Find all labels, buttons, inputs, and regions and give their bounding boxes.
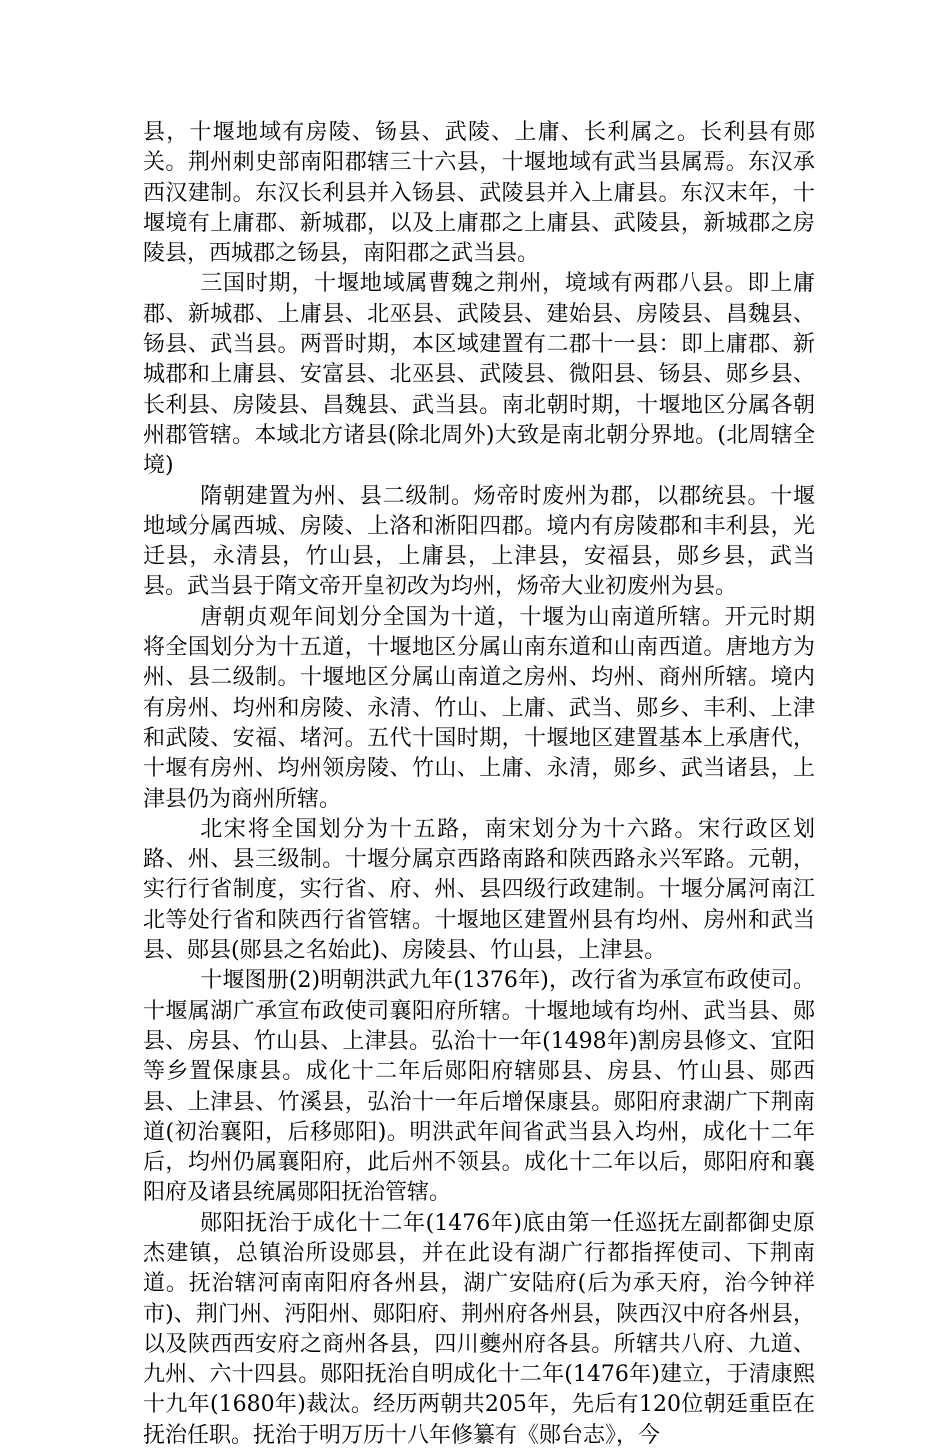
paragraph: 郧阳抚治于成化十二年(1476年)底由第一任巡抚左副都御史原杰建镇，总镇治所设郧县，并在此设有湖广行都指挥使司、下荆南道。抚治辖河南南阳府各州县，湖广安陆府(后为承天府，治今钟祥市)、荆门州、沔阳州、郧阳府、荆州府各州县，陕西汉中府各州县，以及陕西西安府之商州各县，四川夔州府各县。所辖共八府、九道、九州、六十四县。郧阳抚治自明成化十二年(1476年)建立，于清康熙十九年(1680年)裁汰。经历两朝共205年，先后有120位朝廷重臣在抚治任职。抚治于明万历十八年修纂有《郧台志》，今 xyxy=(143,1210,815,1448)
paragraph: 北宋将全国划分为十五路，南宋划分为十六路。宋行政区划路、州、县三级制。十堰分属京西路南路和陕西路永兴军路。元朝，实行行省制度，实行省、府、州、县四级行政建制。十堰分属河南江北等处行省和陕西行省管辖。十堰地区建置州县有均州、房州和武当县、郧县(郧县之名始此)、房陵县、竹山县，上津县。 xyxy=(143,816,815,964)
body-text xyxy=(143,118,815,1451)
paragraph: 隋朝建置为州、县二级制。炀帝时废州为郡，以郡统县。十堰地域分属西城、房陵、上洛和淅阳四郡。境内有房陵郡和丰利县，光迁县，永清县，竹山县，上庸县，上津县，安福县，郧乡县，武当县。武当县于隋文帝开皇初改为均州，炀帝大业初废州为县。 xyxy=(143,483,815,600)
paragraph: 十堰图册(2)明朝洪武九年(1376年)，改行省为承宣布政使司。十堰属湖广承宣布政使司襄阳府所辖。十堰地域有均州、武当县、郧县、房县、竹山县、上津县。弘治十一年(1498年)割房县修文、宜阳等乡置保康县。成化十二年后郧阳府辖郧县、房县、竹山县、郧西县、上津县、竹溪县，弘治十一年后增保康县。郧阳府隶湖广下荆南道(初治襄阳，后移郧阳)。明洪武年间省武当县入均州，成化十二年后，均州仍属襄阳府，此后州不领县。成化十二年以后，郧阳府和襄阳府及诸县统属郧阳抚治管辖。 xyxy=(143,968,815,1206)
paragraph: 唐朝贞观年间划分全国为十道，十堰为山南道所辖。开元时期将全国划分为十五道，十堰地区分属山南东道和山南西道。唐地方为州、县二级制。十堰地区分属山南道之房州、均州、商州所辖。境内有房州、均州和房陵、永清、竹山、上庸、武当、郧乡、丰利、上津和武陵、安福、堵河。五代十国时期，十堰地区建置基本上承唐代，十堰有房州、均州领房陵、竹山、上庸、永清，郧乡、武当诸县，上津县仍为商州所辖。 xyxy=(143,604,815,812)
paragraph: 县，十堰地域有房陵、钖县、武陵、上庸、长利属之。长利县有郧关。荆州刺史部南阳郡辖三十六县，十堰地域有武当县属焉。东汉承西汉建制。东汉长利县并入钖县、武陵县并入上庸县。东汉末年，十堰境有上庸郡、新城郡，以及上庸郡之上庸县、武陵县，新城郡之房陵县，西城郡之钖县，南阳郡之武当县。 xyxy=(143,120,815,267)
paragraph: 三国时期，十堰地域属曹魏之荆州，境域有两郡八县。即上庸郡、新城郡、上庸县、北巫县、武陵县、建始县、房陵县、昌魏县、钖县、武当县。两晋时期，本区域建置有二郡十一县：即上庸郡、新城郡和上庸县、安富县、北巫县、武陵县、微阳县、钖县、郧乡县、长利县、房陵县、昌魏县、武当县。南北朝时期，十堰地区分属各朝州郡管辖。本域北方诸县(除北周外)大致是南北朝分界地。(北周辖全境) xyxy=(143,271,815,479)
